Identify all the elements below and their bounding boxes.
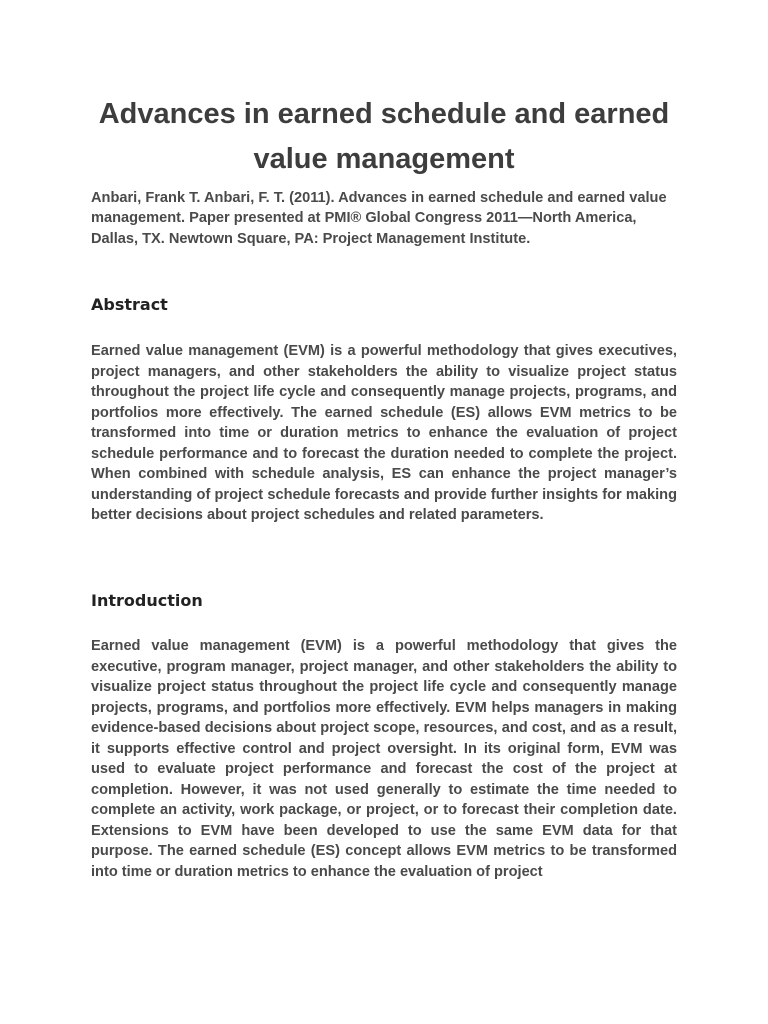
introduction-paragraph: Earned value management (EVM) is a powerful methodology that gives the executive, program manager, project manager, and other stakeholders the ability to visualize project status throughout the project life cycle and consequently manage projects, programs, and portfolios more effectively. EVM helps managers in making evidence-based decisions about project scope, resources, and cost, and as a result, it supports effective control and project oversight. In its original form, EVM was used to evaluate project performance and forecast the cost of the project at completion. However, it was not used generally to estimate the time needed to complete an activity, work package, or project, or to forecast their completion date. Extensions to EVM have been developed to use the same EVM data for that purpose. The earned schedule (ES) concept allows EVM metrics to be transformed into time or duration metrics to enhance the evaluation of project bbox=[91, 638, 677, 880]
citation-text: Anbari, Frank T. Anbari, F. T. (2011). Advances in earned schedule and earned value management. Paper presented at PMI® Global Congress 2011—North America, Dallas, TX. Newtown Square, PA: Project Management Institute. bbox=[91, 190, 667, 247]
introduction-heading: Introduction bbox=[91, 591, 203, 610]
abstract-heading: Abstract bbox=[91, 295, 168, 314]
abstract-paragraph: Earned value management (EVM) is a powerful methodology that gives executives, project managers, and other stakeholders the ability to visualize project status throughout the project life cycle and consequently manage projects, programs, and portfolios more effectively. The earned schedule (ES) allows EVM metrics to be transformed into time or duration metrics to enhance the evaluation of project schedule performance and to forecast the duration needed to complete the project. When combined with schedule analysis, ES can enhance the project manager’s understanding of project schedule forecasts and provide further insights for making better decisions about project schedules and related parameters. bbox=[91, 343, 677, 523]
document-title: Advances in earned schedule and earned value management bbox=[98, 98, 670, 175]
